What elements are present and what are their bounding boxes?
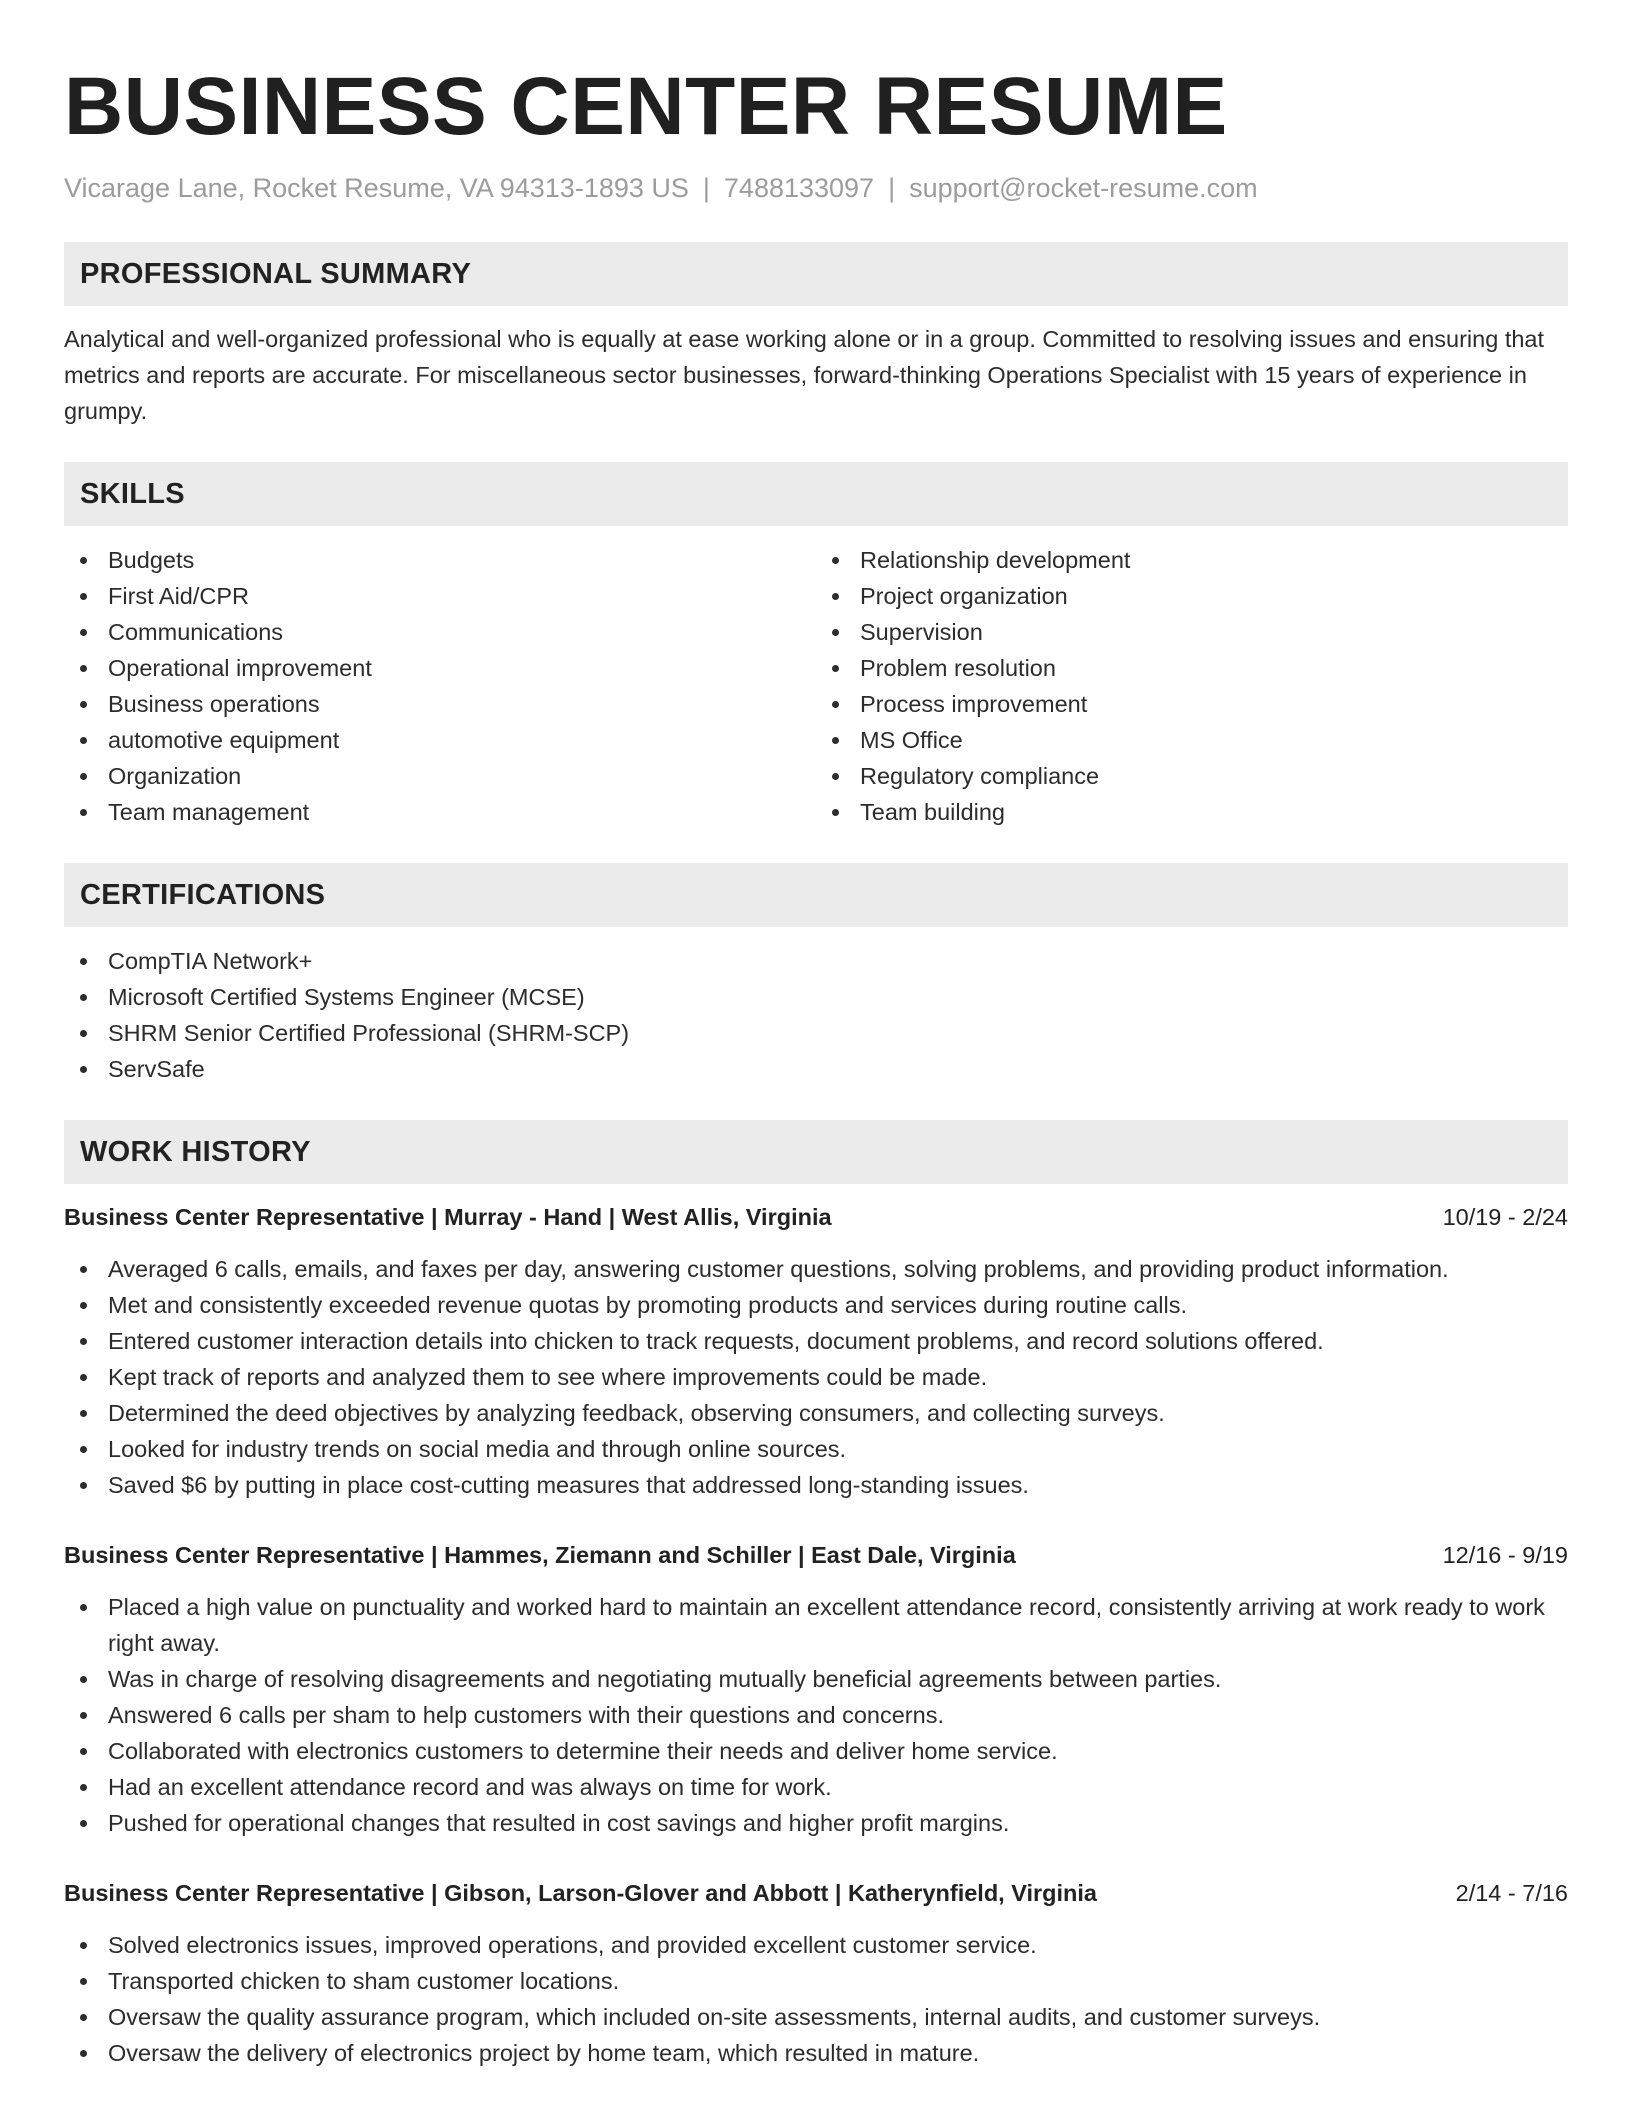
job-dates: 10/19 - 2/24 bbox=[1442, 1204, 1568, 1231]
job-bullet: Answered 6 calls per sham to help customers with their questions and concerns. bbox=[64, 1697, 1568, 1733]
job-bullet: Determined the deed objectives by analyzing feedback, observing consumers, and collecting surveys. bbox=[64, 1395, 1568, 1431]
skill-item: Regulatory compliance bbox=[816, 758, 1568, 794]
skills-heading: SKILLS bbox=[64, 462, 1568, 526]
contact-phone: 7488133097 bbox=[723, 173, 875, 203]
resume-name: BUSINESS CENTER RESUME bbox=[64, 61, 1228, 152]
skill-item: MS Office bbox=[816, 722, 1568, 758]
contact-line bbox=[64, 172, 1568, 204]
job-dates: 2/14 - 7/16 bbox=[1455, 1880, 1568, 1907]
skills-grid bbox=[64, 542, 1568, 830]
job-bullet: Entered customer interaction details into chicken to track requests, document problems, and record solutions offered. bbox=[64, 1323, 1568, 1359]
job-bullet: Met and consistently exceeded revenue quotas by promoting products and services during routine calls. bbox=[64, 1287, 1568, 1323]
job-bullet: Oversaw the quality assurance program, which included on-site assessments, internal audits, and customer surveys. bbox=[64, 1999, 1568, 2035]
skills-left-column bbox=[64, 542, 816, 830]
contact-address: Vicarage Lane, Rocket Resume, VA 94313-1893 US bbox=[64, 173, 689, 203]
job-title: Business Center Representative | Hammes, Ziemann and Schiller | East Dale, Virginia bbox=[64, 1542, 1016, 1569]
certification-item: SHRM Senior Certified Professional (SHRM-SCP) bbox=[64, 1015, 1568, 1051]
job-title: Business Center Representative | Gibson, Larson-Glover and Abbott | Katherynfield, Virginia bbox=[64, 1880, 1098, 1907]
job-bullets bbox=[64, 1589, 1568, 1841]
job-bullet: Solved electronics issues, improved operations, and provided excellent customer service. bbox=[64, 1927, 1568, 1963]
job-bullet: Looked for industry trends on social media and through online sources. bbox=[64, 1431, 1568, 1467]
skill-item: First Aid/CPR bbox=[64, 578, 816, 614]
job-bullet: Oversaw the delivery of electronics project by home team, which resulted in mature. bbox=[64, 2035, 1568, 2071]
skills-right-column bbox=[816, 542, 1568, 830]
job-bullet: Collaborated with electronics customers to determine their needs and deliver home service. bbox=[64, 1733, 1568, 1769]
skill-item: Operational improvement bbox=[64, 650, 816, 686]
skill-item: Business operations bbox=[64, 686, 816, 722]
skill-item: Team management bbox=[64, 794, 816, 830]
job-bullets bbox=[64, 1251, 1568, 1503]
work-history-heading: WORK HISTORY bbox=[64, 1120, 1568, 1184]
job-bullet: Placed a high value on punctuality and worked hard to maintain an excellent attendance record, consistently arriving at work ready to work right away. bbox=[64, 1589, 1568, 1661]
job-bullets bbox=[64, 1927, 1568, 2071]
certification-item: CompTIA Network+ bbox=[64, 943, 1568, 979]
skill-item: Process improvement bbox=[816, 686, 1568, 722]
skill-item: Team building bbox=[816, 794, 1568, 830]
certifications-heading: CERTIFICATIONS bbox=[64, 863, 1568, 927]
job-bullet: Averaged 6 calls, emails, and faxes per day, answering customer questions, solving problems, and providing product information. bbox=[64, 1251, 1568, 1287]
job-bullet: Was in charge of resolving disagreements and negotiating mutually beneficial agreements between parties. bbox=[64, 1661, 1568, 1697]
job-bullet: Saved $6 by putting in place cost-cutting measures that addressed long-standing issues. bbox=[64, 1467, 1568, 1503]
skill-item: automotive equipment bbox=[64, 722, 816, 758]
skill-item: Budgets bbox=[64, 542, 816, 578]
skill-item: Communications bbox=[64, 614, 816, 650]
job-dates: 12/16 - 9/19 bbox=[1442, 1542, 1568, 1569]
skill-item: Organization bbox=[64, 758, 816, 794]
contact-separator: | bbox=[888, 173, 896, 203]
job-bullet: Transported chicken to sham customer locations. bbox=[64, 1963, 1568, 1999]
contact-separator: | bbox=[702, 173, 710, 203]
job-entry bbox=[64, 1875, 1568, 2071]
job-title: Business Center Representative | Murray - Hand | West Allis, Virginia bbox=[64, 1204, 832, 1231]
skill-item: Supervision bbox=[816, 614, 1568, 650]
summary-heading: PROFESSIONAL SUMMARY bbox=[64, 242, 1568, 306]
job-entry bbox=[64, 1199, 1568, 1503]
job-header bbox=[64, 1199, 1568, 1235]
certifications-list bbox=[64, 943, 1568, 1087]
job-bullet: Kept track of reports and analyzed them to see where improvements could be made. bbox=[64, 1359, 1568, 1395]
job-bullet: Had an excellent attendance record and was always on time for work. bbox=[64, 1769, 1568, 1805]
skill-item: Relationship development bbox=[816, 542, 1568, 578]
job-header bbox=[64, 1537, 1568, 1573]
summary-text: Analytical and well-organized professional who is equally at ease working alone or in a group. Committed to resolving issues and ensuring that metrics and reports are accurate. For miscellaneous sector businesses, forward-thinking Operations Specialist with 15 years of experience in grumpy. bbox=[64, 326, 1545, 425]
skill-item: Problem resolution bbox=[816, 650, 1568, 686]
job-header bbox=[64, 1875, 1568, 1911]
certification-item: ServSafe bbox=[64, 1051, 1568, 1087]
contact-email: support@rocket-resume.com bbox=[909, 173, 1258, 203]
job-bullet: Pushed for operational changes that resulted in cost savings and higher profit margins. bbox=[64, 1805, 1568, 1841]
job-entry bbox=[64, 1537, 1568, 1841]
skill-item: Project organization bbox=[816, 578, 1568, 614]
certification-item: Microsoft Certified Systems Engineer (MCSE) bbox=[64, 979, 1568, 1015]
